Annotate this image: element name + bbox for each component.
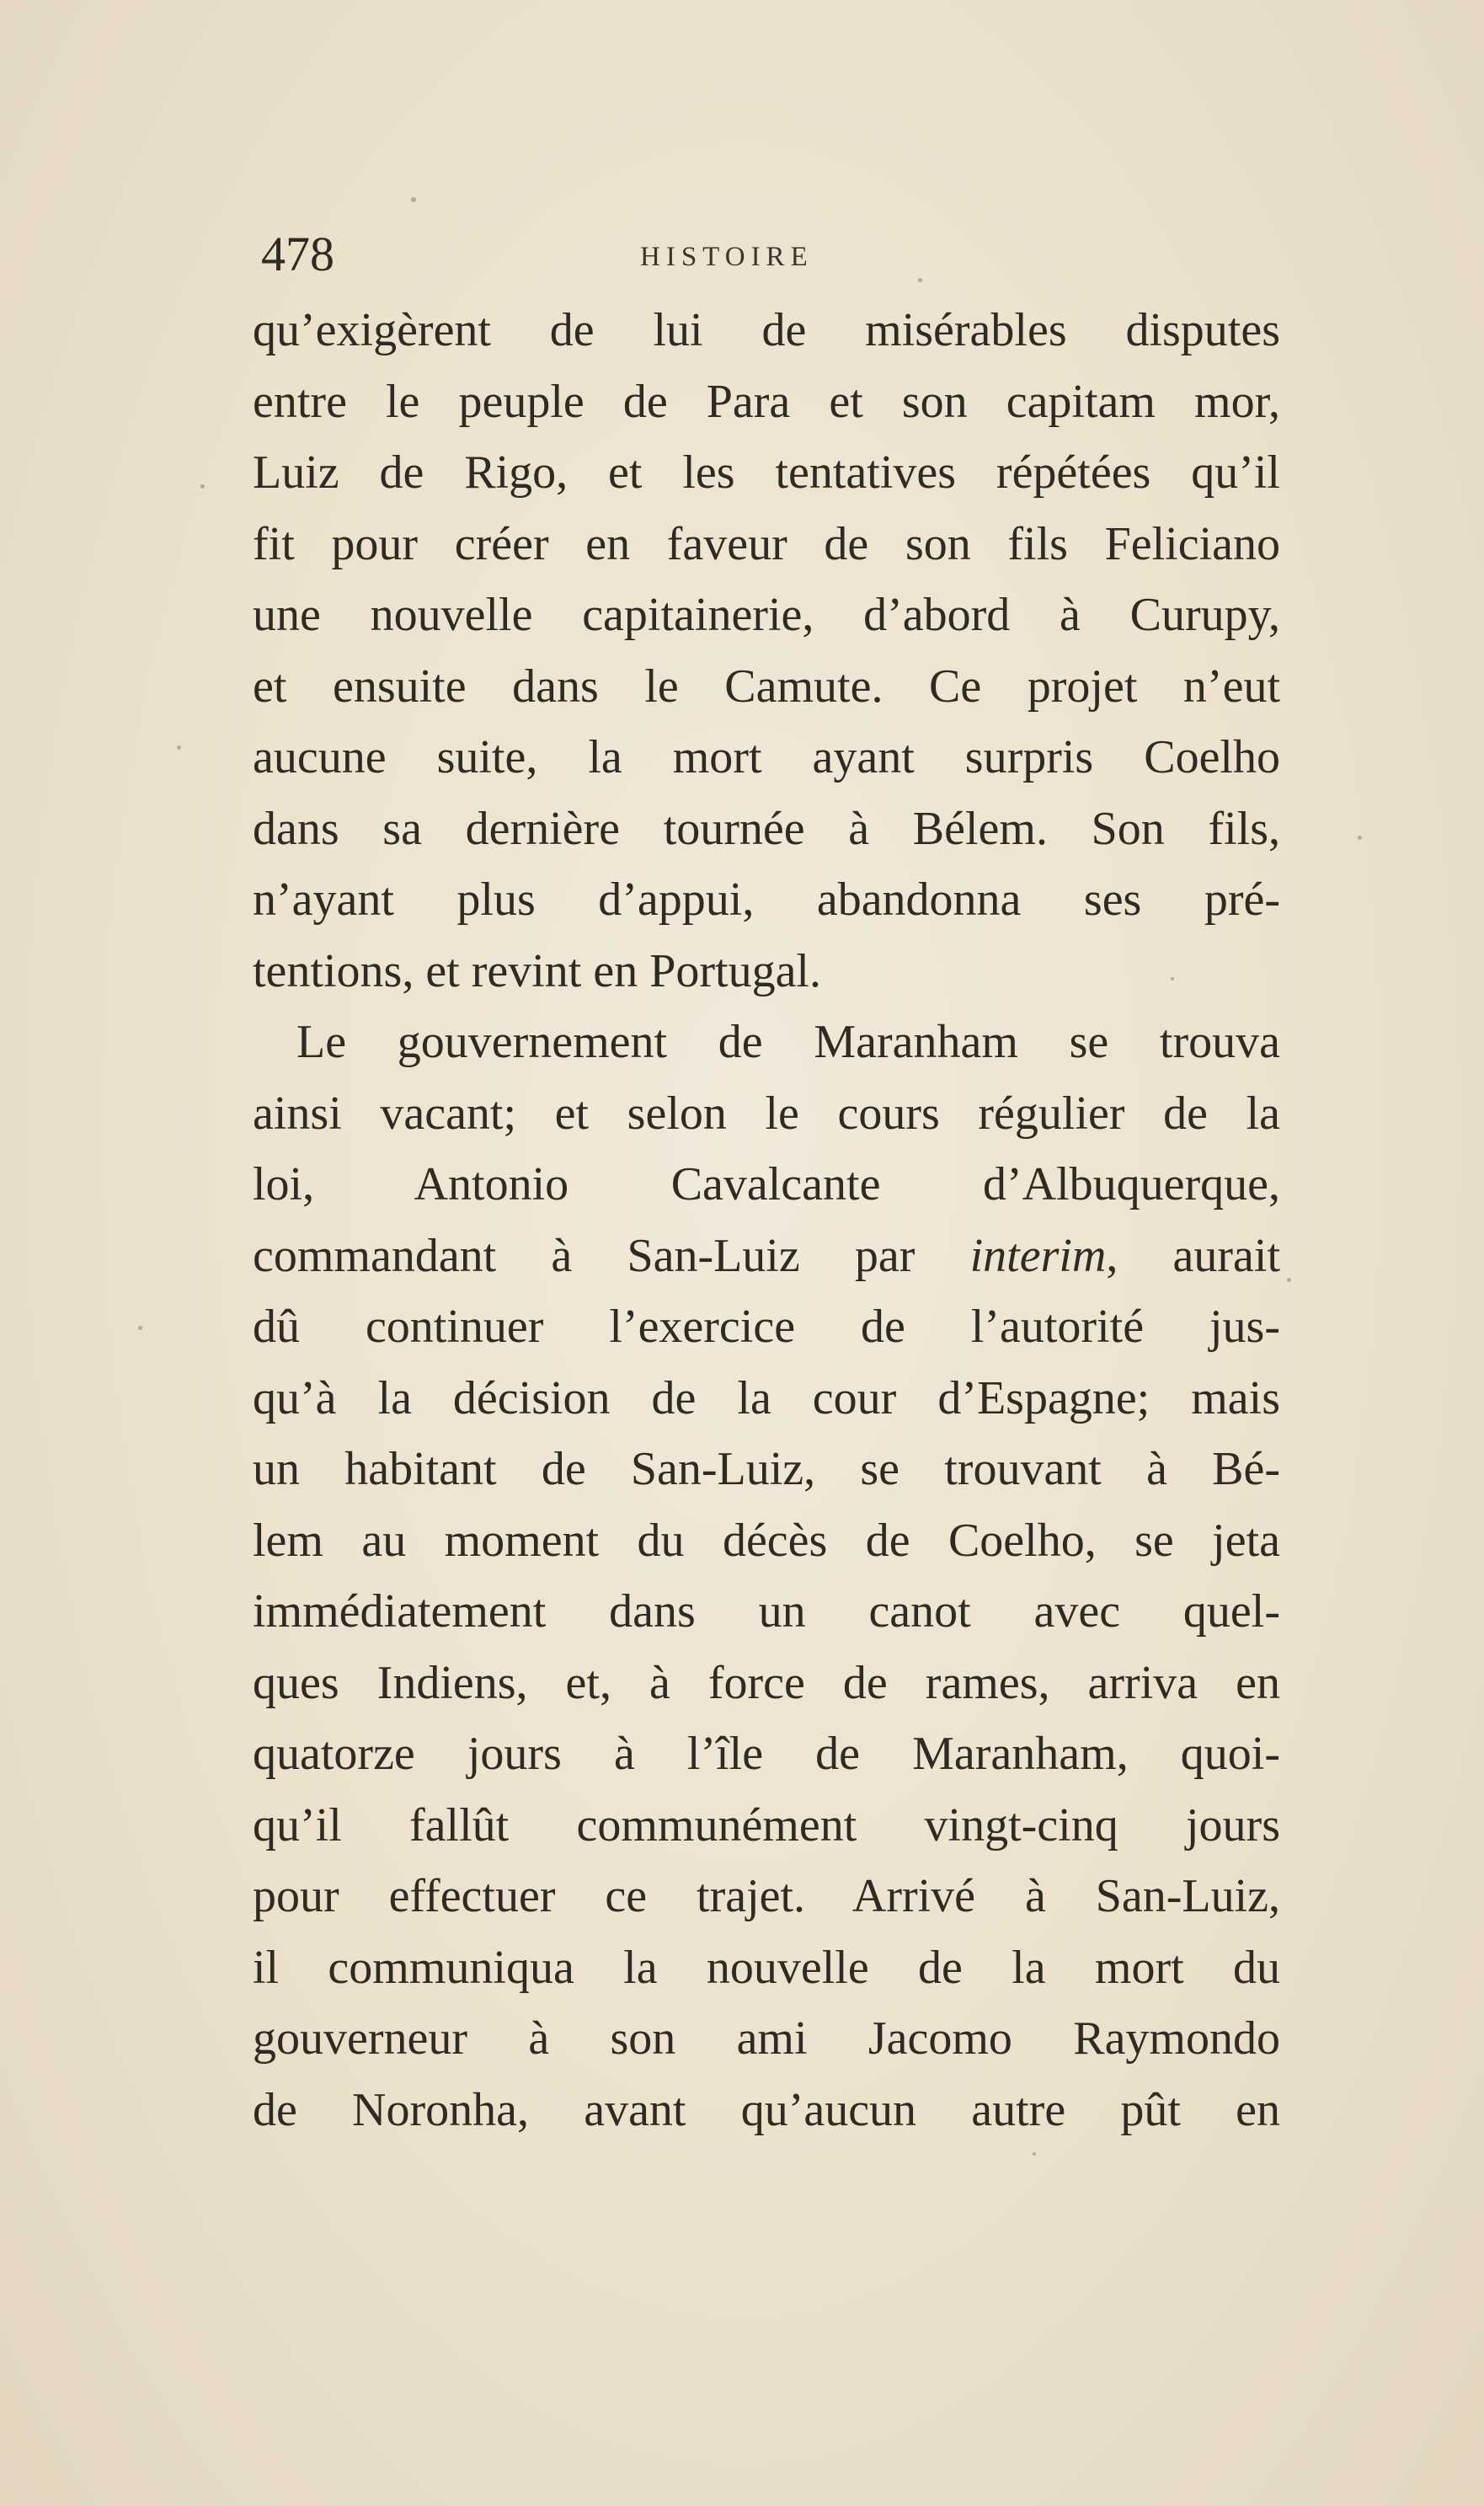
paper-speck: [177, 745, 181, 750]
text-line: il communiqua la nouvelle de la mort du: [253, 1941, 1280, 1994]
text-line-with-italic: [253, 1221, 1280, 1292]
text-line: aucune suite, la mort ayant surpris Coelho: [253, 731, 1280, 783]
text-line: qu’il fallût communément vingt-cinq jours: [253, 1798, 1280, 1851]
paper-speck: [1358, 836, 1362, 840]
text-line-start: commandant à San-Luiz par: [253, 1229, 915, 1282]
paper-speck: [1287, 1278, 1291, 1282]
paper-speck: [411, 197, 416, 202]
text-line: quatorze jours à l’île de Maranham, quoi-: [253, 1728, 1280, 1780]
text-line: une nouvelle capitainerie, d’abord à Curupy,: [253, 589, 1280, 641]
italic-word: interim: [969, 1229, 1107, 1282]
text-line: dans sa dernière tournée à Bélem. Son fils,: [253, 802, 1280, 855]
text-line-end: , aurait: [1106, 1229, 1281, 1282]
text-line: un habitant de San-Luiz, se trouvant à Bé-: [253, 1443, 1280, 1495]
page-header: [253, 221, 1305, 288]
text-line: Le gouvernement de Maranham se trouva: [296, 1016, 1280, 1068]
text-line: pour effectuer ce trajet. Arrivé à San-Luiz,: [253, 1870, 1280, 1922]
text-line: lem au moment du décès de Coelho, se jeta: [253, 1514, 1280, 1567]
paragraph-2: [253, 1007, 1280, 2145]
body-text: [253, 295, 1280, 2145]
text-line: loi, Antonio Cavalcante d’Albuquerque,: [253, 1158, 1280, 1210]
text-line: qu’exigèrent de lui de misérables disputes: [253, 304, 1280, 356]
paper-speck: [138, 1326, 142, 1330]
text-line: Luiz de Rigo, et les tentatives répétées qu’il: [253, 446, 1280, 499]
text-line: tentions, et revint en Portugal.: [253, 944, 821, 997]
text-line: ques Indiens, et, à force de rames, arriva en: [253, 1656, 1280, 1709]
paper-speck: [1033, 2152, 1036, 2156]
paragraph-1: [253, 295, 1280, 1007]
text-line: dû continuer l’exercice de l’autorité jus-: [253, 1301, 1280, 1353]
text-line: entre le peuple de Para et son capitam mor,: [253, 375, 1280, 428]
text-line: et ensuite dans le Camute. Ce projet n’eut: [253, 660, 1280, 713]
text-line: de Noronha, avant qu’aucun autre pût en: [253, 2083, 1280, 2136]
running-head: HISTOIRE: [640, 242, 814, 272]
text-line: n’ayant plus d’appui, abandonna ses pré-: [253, 874, 1280, 926]
text-line: immédiatement dans un canot avec quel-: [253, 1585, 1280, 1638]
page-number: 478: [261, 227, 334, 281]
text-line: qu’à la décision de la cour d’Espagne; mais: [253, 1371, 1280, 1424]
paper-speck: [200, 484, 205, 489]
text-line: gouverneur à son ami Jacomo Raymondo: [253, 2012, 1280, 2065]
text-line: fit pour créer en faveur de son fils Feliciano: [253, 517, 1280, 570]
text-line: ainsi vacant; et selon le cours régulier de la: [253, 1087, 1280, 1140]
